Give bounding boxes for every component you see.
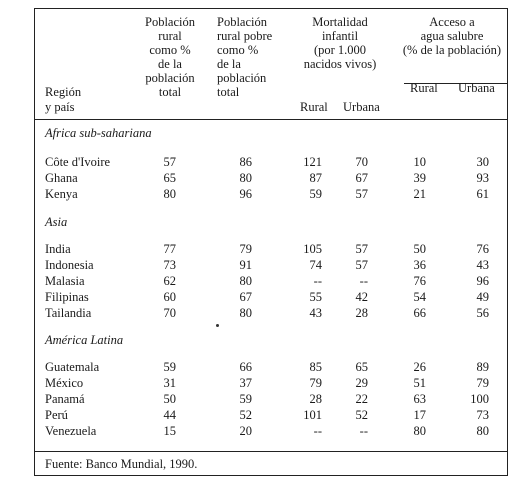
row-poor: 20 xyxy=(239,424,252,438)
row-water-rural: 66 xyxy=(413,306,426,320)
header-rural-poor-5: población xyxy=(217,71,267,85)
row-water-rural: 39 xyxy=(413,171,426,185)
row-mort-urban: 28 xyxy=(355,306,368,320)
row-mort-urban: -- xyxy=(359,424,368,438)
row-mort-urban: 22 xyxy=(355,392,368,406)
row-water-urban: 89 xyxy=(476,360,489,374)
row-rural: 65 xyxy=(163,171,176,185)
row-water-rural: 36 xyxy=(413,258,426,272)
header-water-rural: Rural xyxy=(410,81,438,95)
header-rural-poor-6: total xyxy=(217,85,240,99)
row-mort-rural: 55 xyxy=(309,290,322,304)
row-water-rural: 51 xyxy=(413,376,426,390)
row-mort-urban: 70 xyxy=(355,155,368,169)
header-rural-pop-5: población xyxy=(145,71,195,85)
header-rural-poor-2: rural pobre xyxy=(217,29,273,43)
row-water-rural: 50 xyxy=(413,242,426,256)
header-divider xyxy=(34,119,508,120)
header-rural-poor-3: como % xyxy=(217,43,259,57)
row-country: Venezuela xyxy=(45,424,97,438)
row-water-urban: 96 xyxy=(476,274,489,288)
row-poor: 96 xyxy=(239,187,252,201)
row-poor: 37 xyxy=(239,376,252,390)
row-country: Panamá xyxy=(45,392,85,406)
row-country: Ghana xyxy=(45,171,78,185)
header-region: Región xyxy=(45,85,82,99)
section-title-latin-america: América Latina xyxy=(45,333,124,347)
row-water-rural: 21 xyxy=(413,187,426,201)
row-poor: 91 xyxy=(239,258,252,272)
row-country: India xyxy=(45,242,71,256)
header-mortality-2: infantil xyxy=(321,29,359,43)
row-rural: 70 xyxy=(163,306,176,320)
scan-speck xyxy=(216,324,219,327)
row-water-urban: 80 xyxy=(476,424,489,438)
section-title-africa: Africa sub-sahariana xyxy=(45,126,152,140)
row-rural: 31 xyxy=(163,376,176,390)
row-rural: 59 xyxy=(163,360,176,374)
row-country: Kenya xyxy=(45,187,78,201)
row-mort-urban: 29 xyxy=(355,376,368,390)
row-mort-urban: 65 xyxy=(355,360,368,374)
row-mort-urban: 57 xyxy=(355,258,368,272)
row-mort-urban: 67 xyxy=(355,171,368,185)
row-country: Indonesia xyxy=(45,258,94,272)
row-rural: 50 xyxy=(163,392,176,406)
header-mortality-3: (por 1.000 xyxy=(313,43,367,57)
row-poor: 67 xyxy=(239,290,252,304)
row-mort-rural: 28 xyxy=(309,392,322,406)
row-water-urban: 79 xyxy=(476,376,489,390)
header-water-2: agua salubre xyxy=(420,29,484,43)
header-rural-pop-1: Población xyxy=(145,15,195,29)
row-mort-urban: 52 xyxy=(355,408,368,422)
row-mort-urban: -- xyxy=(359,274,368,288)
header-mortality-urban: Urbana xyxy=(343,100,380,114)
row-rural: 73 xyxy=(163,258,176,272)
row-water-urban: 93 xyxy=(476,171,489,185)
row-mort-rural: -- xyxy=(313,424,322,438)
source-note: Fuente: Banco Mundial, 1990. xyxy=(45,457,198,471)
row-poor: 59 xyxy=(239,392,252,406)
header-mortality-4: nacidos vivos) xyxy=(303,57,377,71)
header-water-urban: Urbana xyxy=(458,81,495,95)
header-rural-pop-6: total xyxy=(158,85,182,99)
row-country: Perú xyxy=(45,408,68,422)
row-country: México xyxy=(45,376,84,390)
header-water-3: (% de la población) xyxy=(402,43,502,57)
row-water-rural: 54 xyxy=(413,290,426,304)
row-water-urban: 49 xyxy=(476,290,489,304)
row-water-rural: 76 xyxy=(413,274,426,288)
header-water-1: Acceso a xyxy=(429,15,475,29)
row-mort-rural: 121 xyxy=(303,155,322,169)
row-poor: 80 xyxy=(239,274,252,288)
row-country: Guatemala xyxy=(45,360,100,374)
row-poor: 80 xyxy=(239,306,252,320)
section-title-asia: Asia xyxy=(45,215,68,229)
row-water-urban: 76 xyxy=(476,242,489,256)
row-water-urban: 61 xyxy=(476,187,489,201)
row-water-rural: 17 xyxy=(413,408,426,422)
row-poor: 80 xyxy=(239,171,252,185)
row-mort-rural: -- xyxy=(313,274,322,288)
row-rural: 62 xyxy=(163,274,176,288)
footer-divider xyxy=(34,451,508,452)
row-mort-rural: 87 xyxy=(309,171,322,185)
row-mort-rural: 79 xyxy=(309,376,322,390)
row-mort-rural: 101 xyxy=(303,408,322,422)
row-rural: 77 xyxy=(163,242,176,256)
row-country: Tailandia xyxy=(45,306,92,320)
row-poor: 66 xyxy=(239,360,252,374)
row-water-urban: 100 xyxy=(470,392,489,406)
row-water-rural: 26 xyxy=(413,360,426,374)
row-country: Côte d'Ivoire xyxy=(45,155,111,169)
header-mortality-1: Mortalidad xyxy=(312,15,368,29)
header-country: y país xyxy=(45,100,75,114)
row-mort-urban: 42 xyxy=(355,290,368,304)
row-mort-rural: 59 xyxy=(309,187,322,201)
row-mort-urban: 57 xyxy=(355,242,368,256)
row-rural: 80 xyxy=(163,187,176,201)
header-rural-poor-1: Población xyxy=(217,15,267,29)
row-water-urban: 30 xyxy=(476,155,489,169)
header-rural-pop-3: como % xyxy=(149,43,191,57)
row-water-rural: 80 xyxy=(413,424,426,438)
header-rural-pop-2: rural xyxy=(158,29,182,43)
row-water-rural: 10 xyxy=(413,155,426,169)
row-rural: 44 xyxy=(163,408,176,422)
row-country: Filipinas xyxy=(45,290,89,304)
row-mort-rural: 85 xyxy=(309,360,322,374)
row-water-urban: 73 xyxy=(476,408,489,422)
table-frame xyxy=(34,8,508,476)
row-water-urban: 56 xyxy=(476,306,489,320)
row-water-urban: 43 xyxy=(476,258,489,272)
row-mort-urban: 57 xyxy=(355,187,368,201)
row-mort-rural: 43 xyxy=(309,306,322,320)
row-poor: 86 xyxy=(239,155,252,169)
row-rural: 15 xyxy=(163,424,176,438)
row-poor: 79 xyxy=(239,242,252,256)
row-country: Malasia xyxy=(45,274,85,288)
row-water-rural: 63 xyxy=(413,392,426,406)
row-rural: 60 xyxy=(163,290,176,304)
row-mort-rural: 74 xyxy=(309,258,322,272)
header-rural-poor-4: de la xyxy=(217,57,241,71)
row-poor: 52 xyxy=(239,408,252,422)
header-rural-pop-4: de la xyxy=(158,57,182,71)
row-rural: 57 xyxy=(163,155,176,169)
header-mortality-rural: Rural xyxy=(300,100,328,114)
row-mort-rural: 105 xyxy=(303,242,322,256)
